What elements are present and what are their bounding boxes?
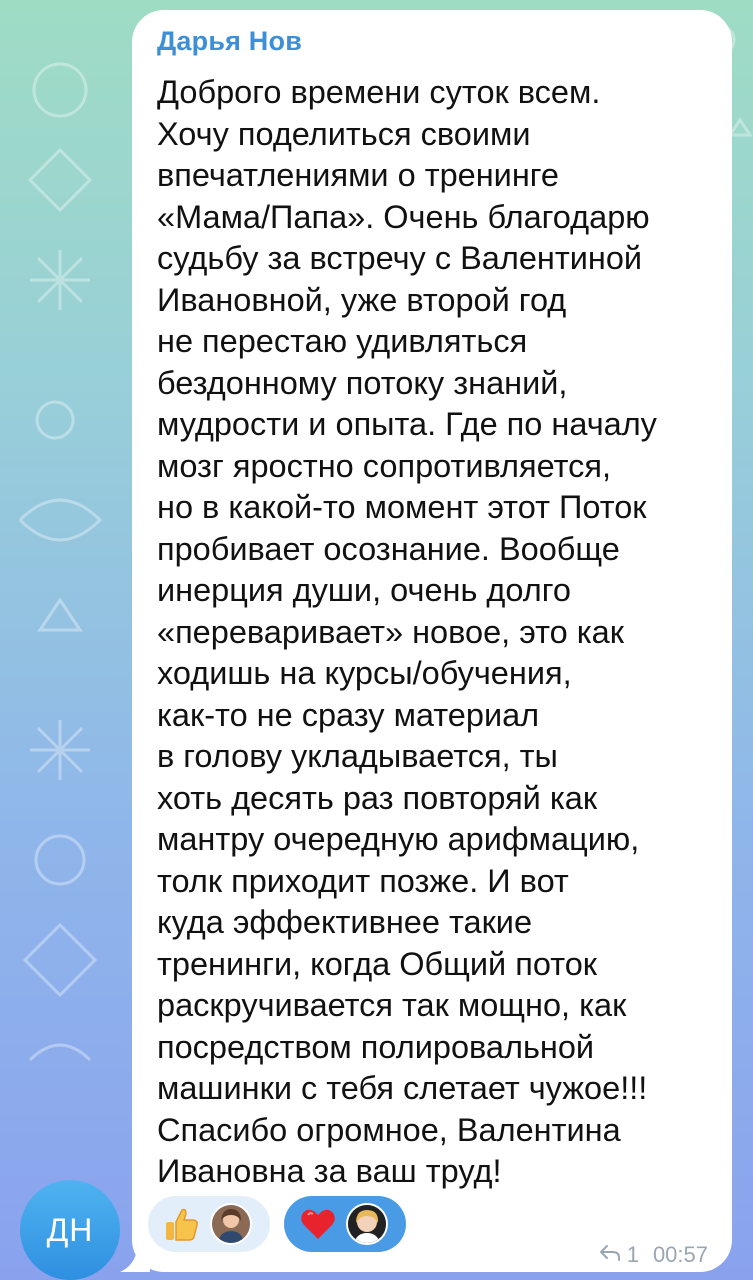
message-line: машинки с тебя слетает чужое!!! — [157, 1070, 648, 1106]
message-line: Спасибо огромное, Валентина — [157, 1111, 621, 1148]
message-line: пробивает осознание. Вообще — [157, 530, 620, 567]
message-line: в голову укладывается, ты — [157, 738, 558, 774]
reaction-red-heart[interactable] — [284, 1196, 406, 1252]
message-line: Ивановна за ваш труд! — [157, 1153, 502, 1189]
thumbs-up-icon — [160, 1202, 204, 1246]
message-line: хоть десять раз повторяй как — [157, 779, 598, 816]
reaction-thumbs-up[interactable] — [148, 1196, 270, 1252]
message-line: посредством полировальной — [157, 1028, 595, 1065]
message-line: бездонному потоку знаний, — [157, 364, 568, 401]
reply-arrow-icon — [599, 1242, 621, 1268]
sender-avatar[interactable]: ДН — [20, 1180, 120, 1280]
message-bubble[interactable] — [132, 10, 732, 1272]
message-line: Ивановной, уже второй год — [157, 281, 567, 318]
message-line: тренинги, когда Общий поток — [157, 945, 598, 982]
reactions-row — [148, 1196, 406, 1252]
message-line: Доброго времени суток всем. — [157, 74, 601, 110]
red-heart-icon — [296, 1202, 340, 1246]
message-line: Хочу поделиться своими — [157, 115, 531, 152]
reactor-avatar — [346, 1203, 388, 1245]
message-time: 00:57 — [652, 1242, 708, 1267]
reply-count[interactable]: 1 — [626, 1242, 639, 1267]
message-line: как-то не сразу материал — [157, 696, 540, 733]
message-line: инерция души, очень долго — [157, 572, 571, 608]
message-line: мантру очередную арифмацию, — [157, 821, 640, 857]
message-line: мозг яростно сопротивляется, — [157, 447, 612, 484]
sender-name[interactable]: Дарья Нов — [157, 26, 302, 56]
message-line: не перестаю удивляться — [157, 323, 528, 359]
message-text — [157, 72, 722, 1193]
message-line: судьбу за встречу с Валентиной — [157, 240, 643, 276]
message-line: куда эффективнее такие — [157, 904, 533, 940]
message-line: но в какой-то момент этот Поток — [157, 489, 647, 525]
message-line: ходишь на курсы/обучения, — [157, 655, 572, 691]
message-meta — [599, 1242, 708, 1268]
message-line: «Мама/Папа». Очень благодарю — [157, 198, 650, 235]
message-line: мудрости и опыта. Где по началу — [157, 406, 657, 442]
message-line: толк приходит позже. И вот — [157, 862, 569, 899]
reactor-avatar — [210, 1203, 252, 1245]
message-line: раскручивается так мощно, как — [157, 987, 627, 1023]
message-line: «переваривает» новое, это как — [157, 613, 624, 650]
message-line: впечатлениями о тренинге — [157, 157, 559, 193]
